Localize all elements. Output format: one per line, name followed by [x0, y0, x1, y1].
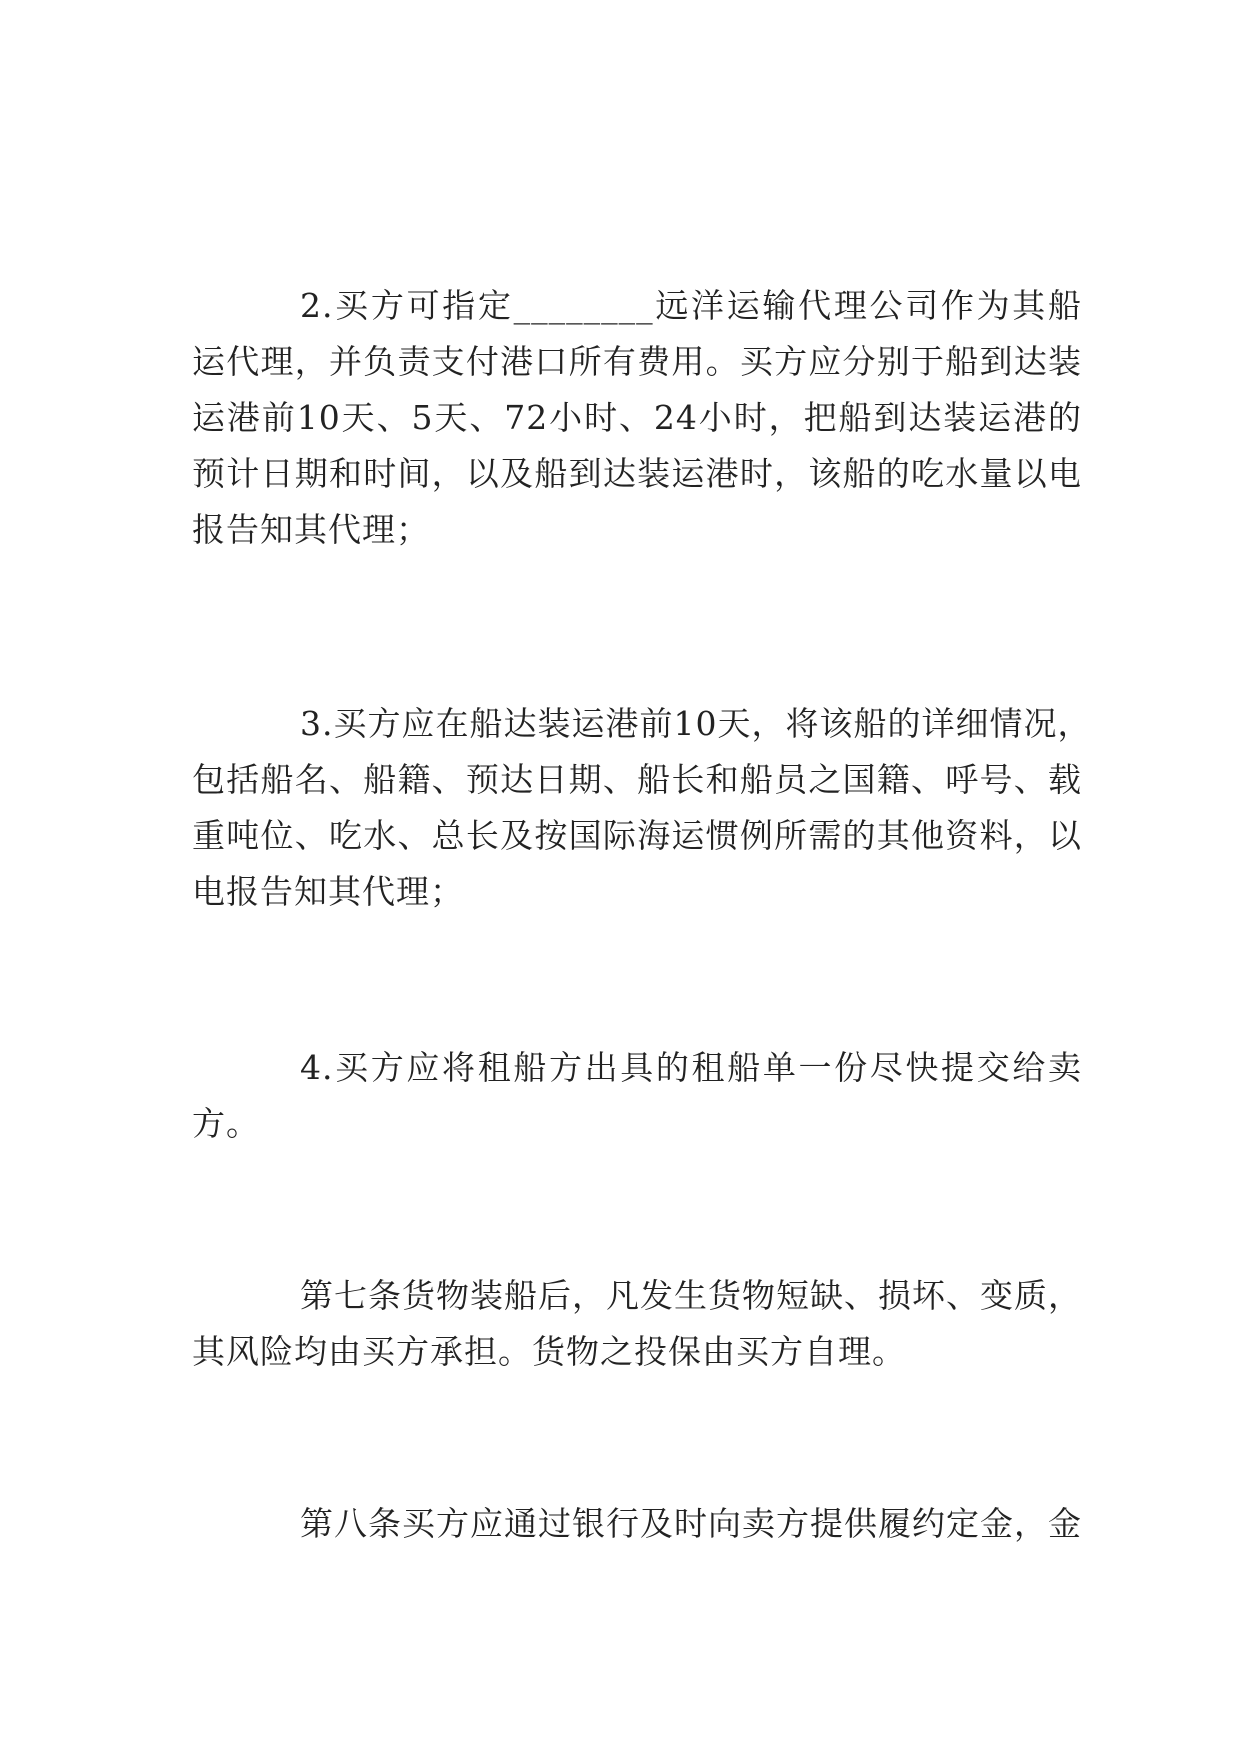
paragraph-line: 预计日期和时间，以及船到达装运港时，该船的吃水量以电 [192, 454, 1082, 493]
paragraph-line: 电报告知其代理； [192, 872, 464, 911]
paragraph-line: 运港前10天、5天、72小时、24小时，把船到达装运港的 [192, 398, 1082, 437]
paragraph-line: 重吨位、吃水、总长及按国际海运惯例所需的其他资料，以 [192, 816, 1082, 855]
paragraph-line: 其风险均由买方承担。货物之投保由买方自理。 [192, 1332, 906, 1371]
article-eight-paragraph [192, 1496, 1082, 1552]
paragraph-line: 方。 [192, 1104, 260, 1143]
article-seven-paragraph [192, 1268, 1082, 1380]
clause-paragraph-ship-details [192, 696, 1092, 920]
paragraph-line: 包括船名、船籍、预达日期、船长和船员之国籍、呼号、载 [192, 760, 1082, 799]
paragraph-line: 第七条货物装船后，凡发生货物短缺、损坏、变质， [300, 1276, 1082, 1315]
paragraph-line: 3.买方应在船达装运港前10天，将该船的详细情况， [300, 704, 1092, 743]
paragraph-line: 4.买方应将租船方出具的租船单一份尽快提交给卖 [300, 1048, 1082, 1087]
paragraph-line: 报告知其代理； [192, 510, 430, 549]
paragraph-line: 第八条买方应通过银行及时向卖方提供履约定金，金 [300, 1504, 1082, 1543]
paragraph-line: 2.买方可指定________远洋运输代理公司作为其船 [300, 286, 1082, 325]
paragraph-line: 运代理，并负责支付港口所有费用。买方应分别于船到达装 [192, 342, 1082, 381]
clause-paragraph-charter [192, 1040, 1082, 1152]
clause-paragraph-ship-agent [192, 278, 1082, 558]
